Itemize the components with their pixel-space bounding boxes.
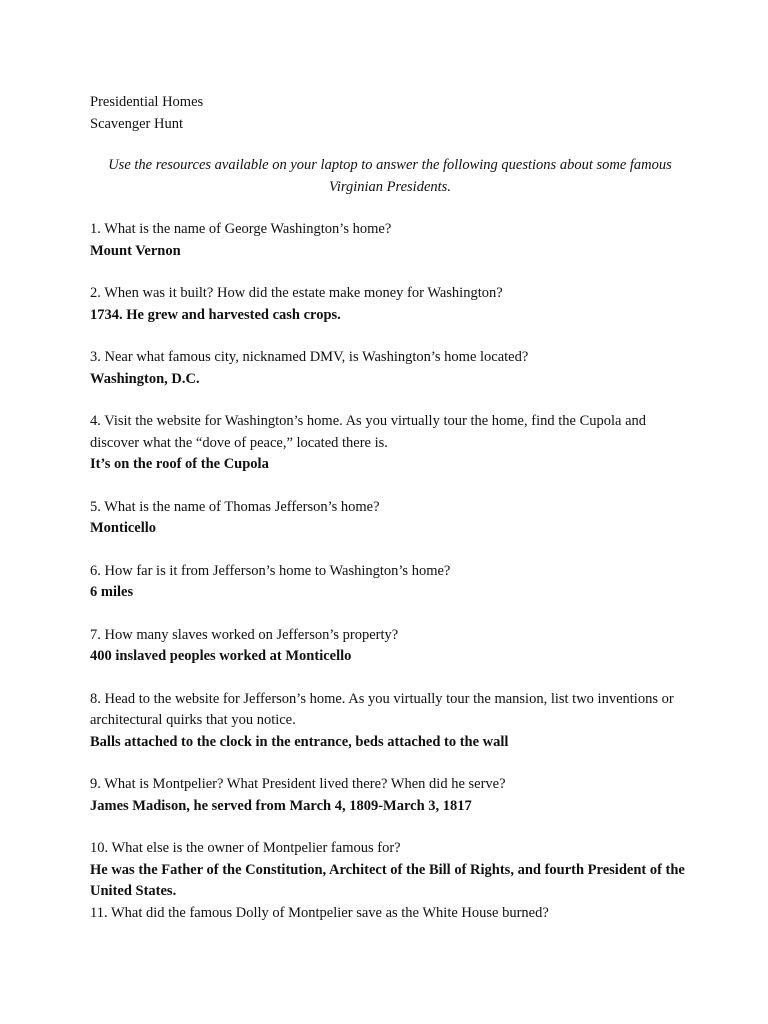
answer-text: James Madison, he served from March 4, 1809-March 3, 1817	[90, 797, 472, 814]
question-block-7	[90, 625, 690, 668]
question-block-4	[90, 411, 690, 476]
answer-text: Washington, D.C.	[90, 370, 200, 387]
answer-text: 400 inslaved peoples worked at Monticello	[90, 648, 352, 664]
instructions: Use the resources available on your laptop to answer the following questions about some famous Virginian Presidents.	[108, 157, 672, 195]
answer-text: 6 miles	[90, 584, 134, 600]
question-text: 4. Visit the website for Washington’s home. As you virtually tour the home, find the Cupola and discover what the “dove of peace,” located there is.	[90, 413, 647, 451]
question-text: 3. Near what famous city, nicknamed DMV, is Washington’s home located?	[90, 349, 529, 365]
question-block-11	[90, 903, 690, 925]
question-text: 10. What else is the owner of Montpelier famous for?	[90, 840, 401, 856]
question-block-1	[90, 219, 690, 262]
question-text: 1. What is the name of George Washington’s home?	[90, 221, 392, 237]
question-block-6	[90, 561, 690, 604]
question-text: 5. What is the name of Thomas Jefferson’s home?	[90, 498, 380, 515]
question-block-8	[90, 689, 690, 754]
answer-text: Mount Vernon	[90, 242, 181, 259]
question-block-9	[90, 774, 690, 817]
question-text: 2. When was it built? How did the estate make money for Washington?	[90, 285, 503, 301]
answer-text: Balls attached to the clock in the entrance, beds attached to the wall	[90, 733, 509, 750]
question-block-2	[90, 283, 690, 326]
worksheet-subtitle: Scavenger Hunt	[90, 115, 184, 132]
question-text: 9. What is Montpelier? What President lived there? When did he serve?	[90, 776, 506, 792]
question-text: 11. What did the famous Dolly of Montpelier save as the White House burned?	[90, 904, 549, 921]
question-block-3	[90, 347, 690, 390]
answer-text: 1734. He grew and harvested cash crops.	[90, 306, 341, 323]
answer-text: Monticello	[90, 520, 157, 536]
question-text: 7. How many slaves worked on Jefferson’s property?	[90, 626, 399, 643]
question-text: 8. Head to the website for Jefferson’s home. As you virtually tour the mansion, list two inventions or architectural quirks that you notice.	[90, 690, 674, 728]
worksheet-title: Presidential Homes	[90, 94, 204, 110]
question-block-5	[90, 497, 690, 540]
answer-text: It’s on the roof of the Cupola	[90, 456, 269, 472]
answer-text: He was the Father of the Constitution, Architect of the Bill of Rights, and fourth President of the United States.	[90, 861, 685, 899]
question-text: 6. How far is it from Jefferson’s home to Washington’s home?	[90, 562, 451, 579]
question-block-10	[90, 838, 690, 903]
worksheet-page	[90, 92, 690, 945]
